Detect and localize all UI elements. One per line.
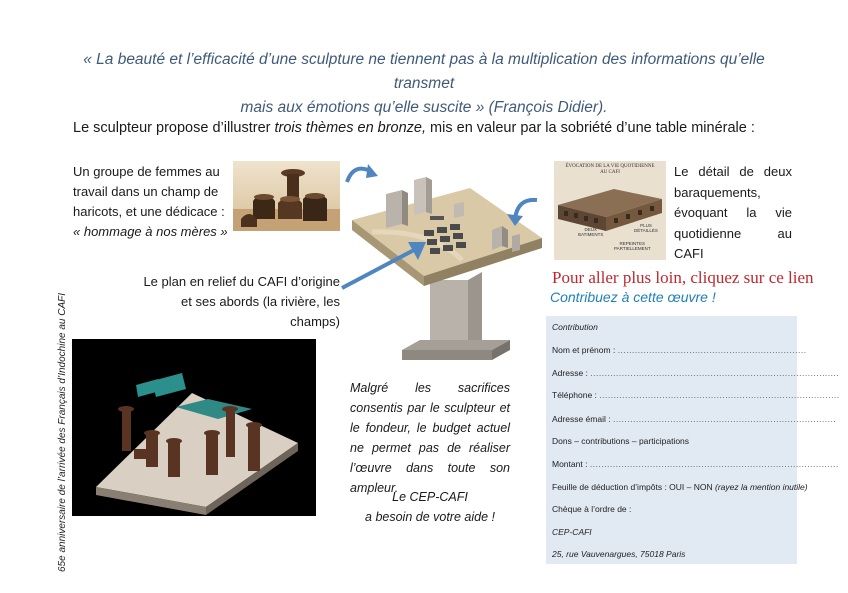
- amount-field[interactable]: Montant : .......................................................................................: [552, 459, 839, 469]
- intro-after: mis en valeur par la sobriété d’une table minérale :: [426, 120, 755, 136]
- quote: [60, 48, 788, 120]
- women-sculpture-photo: [233, 161, 340, 231]
- intro-sentence: [73, 120, 755, 136]
- plan-line-2: et ses abords (la rivière, les champs): [181, 294, 340, 329]
- barracks-title-line-1: ÉVOCATION DE LA VIE QUOTIDIENNE: [565, 164, 655, 169]
- barracks-label-2-line-1: PLUS: [640, 223, 652, 228]
- barracks-label-3: [614, 241, 651, 251]
- quote-line-1: « La beauté et l’efficacité d’une sculpture ne tiennent pas à la multiplication des informations qu’elle transmet: [83, 51, 765, 92]
- address-field[interactable]: Adresse : .......................................................................................: [552, 368, 840, 378]
- cep-line-1: Le CEP-CAFI: [392, 490, 468, 504]
- quote-line-2: mais aux émotions qu’elle suscite » (François Didier).: [240, 99, 608, 116]
- cheque-line: Chèque à l’ordre de :: [552, 504, 632, 514]
- phone-label: Téléphone :: [552, 390, 597, 400]
- intro-emphasis: trois thèmes en bronze,: [274, 120, 427, 136]
- women-line-1: Un groupe de femmes au: [73, 164, 220, 179]
- cep-line-2: a besoin de votre aide !: [365, 510, 495, 524]
- barracks-label-3-line-1: REPEINTES: [619, 241, 646, 246]
- women-group-description: [73, 162, 233, 242]
- organization-address: 25, rue Vauvenargues, 75018 Paris: [552, 549, 686, 559]
- budget-text: Malgré les sacrifices consentis par le sculpteur et le fondeur, le budget actuel ne permet pas de réaliser l’œuvre dans toute son ampleur.: [350, 381, 510, 495]
- curved-arrow-icon: [342, 158, 382, 188]
- name-label: Nom et prénom :: [552, 345, 616, 355]
- sculpture-photo: [72, 339, 316, 516]
- pointer-arrow-icon: [334, 238, 434, 294]
- barracks-description: Le détail de deux baraquements, évoquant la vie quotidienne au CAFI: [674, 164, 792, 261]
- cep-appeal: [350, 487, 510, 527]
- barracks-title-line-2: AU CAFI: [600, 170, 620, 175]
- barracks-label-2-line-2: DÉTAILLÉS: [634, 228, 658, 233]
- deduction-hint: (rayez la mention inutile): [715, 482, 808, 492]
- phone-field[interactable]: Téléphone : ....................................................................................: [552, 390, 840, 400]
- plan-line-1: Le plan en relief du CAFI d’origine: [143, 274, 340, 289]
- more-info-link[interactable]: Pour aller plus loin, cliquez sur ce lien: [552, 268, 814, 287]
- curved-arrow-icon: [503, 194, 543, 228]
- amount-label: Montant :: [552, 459, 588, 469]
- plan-description: [140, 272, 340, 332]
- intro-before: Le sculpteur propose d’illustrer: [73, 120, 275, 136]
- barracks-label-1-line-1: DEUX: [584, 227, 597, 232]
- barracks-label-2: [634, 223, 658, 233]
- contribute-link[interactable]: Contribuez à cette œuvre !: [550, 289, 716, 305]
- vertical-caption: 65e anniversaire de l’arrivée des Français d’Indochine au CAFI: [57, 292, 68, 572]
- barracks-label-3-line-2: PARTIELLEMENT: [614, 246, 651, 251]
- contribution-form: [546, 316, 840, 564]
- email-label: Adresse émail :: [552, 414, 611, 424]
- name-field[interactable]: Nom et prénom : ..................................................................: [552, 345, 807, 355]
- address-label: Adresse :: [552, 368, 588, 378]
- organization-name: CEP-CAFI: [552, 527, 592, 537]
- barracks-image: [554, 161, 666, 260]
- deduction-label: Feuille de déduction d’impôts : OUI – NON: [552, 482, 713, 492]
- dedication: « hommage à nos mères »: [73, 224, 228, 239]
- women-line-3: haricots, et une dédicace :: [73, 204, 225, 219]
- barracks-label-1-line-2: BATIMENTS: [578, 232, 604, 237]
- form-title: Contribution: [552, 322, 598, 332]
- women-line-2: travail dans un champ de: [73, 184, 219, 199]
- tax-deduction-choice[interactable]: [552, 482, 808, 492]
- email-field[interactable]: Adresse émail : ..............................................................................: [552, 414, 837, 424]
- gifts-line: Dons – contributions – participations: [552, 436, 690, 446]
- barracks-label-1: [578, 227, 603, 237]
